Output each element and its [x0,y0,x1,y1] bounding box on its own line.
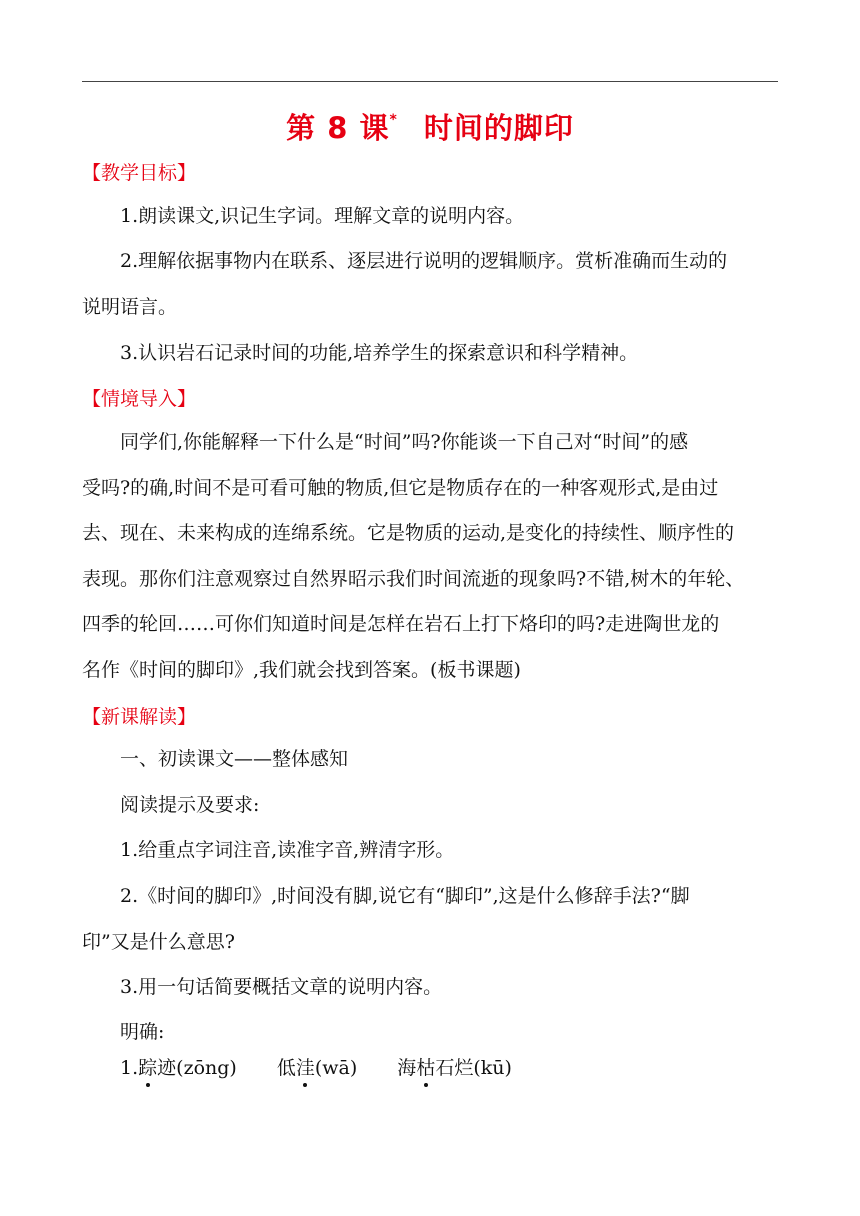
objective-item: 2.理解依据事物内在联系、逐层进行说明的逻辑顺序。赏析准确而生动的 [120,250,728,272]
header-rule [82,81,778,82]
lesson-name: 时间的脚印 [423,111,574,145]
lesson-number: 第 8 课 [286,111,390,145]
vocab-prefix: 1. [120,1057,139,1079]
section-heading-intro: 【情境导入】 [82,388,197,410]
vocab-emphasized-char: 踪 [138,1057,158,1079]
objective-item: 3.认识岩石记录时间的功能,培养学生的探索意识和科学精神。 [120,342,639,364]
vocab-text: 迹(zōng) [157,1057,237,1079]
objective-item: 1.朗读课文,识记生字词。理解文章的说明内容。 [120,205,525,227]
intro-paragraph-line: 名作《时间的脚印》,我们就会找到答案。(板书课题) [82,659,521,681]
lesson-title [0,106,860,147]
intro-paragraph-line: 同学们,你能解释一下什么是“时间”吗?你能谈一下自己对“时间”的感 [120,431,689,453]
vocab-text: 低 [276,1057,296,1079]
vocab-text: 石烂(kū) [435,1057,512,1079]
vocab-line [120,1056,820,1080]
vocab-text: 海 [397,1057,417,1079]
reading-task: 3.用一句话简要概括文章的说明内容。 [120,976,443,998]
objective-item-continuation: 说明语言。 [82,296,178,318]
intro-paragraph-line: 去、现在、未来构成的连绵系统。它是物质的运动,是变化的持续性、顺序性的 [82,522,735,544]
reading-step-heading: 一、初读课文——整体感知 [120,748,349,770]
vocab-emphasized-char: 枯 [416,1057,436,1079]
reading-task: 1.给重点字词注音,读准字音,辨清字形。 [120,839,455,861]
intro-paragraph-line: 受吗?的确,时间不是可看可触的物质,但它是物质存在的一种客观形式,是由过 [82,477,719,499]
optional-lesson-mark: * [389,112,398,128]
reading-instructions-label: 阅读提示及要求: [120,794,260,816]
intro-paragraph-line: 四季的轮回……可你们知道时间是怎样在岩石上打下烙印的吗?走进陶世龙的 [82,613,720,635]
vocab-emphasized-char: 洼 [295,1057,315,1079]
section-heading-reading: 【新课解读】 [82,706,197,728]
reading-task: 2.《时间的脚印》,时间没有脚,说它有“脚印”,这是什么修辞手法?“脚 [120,885,690,907]
reading-task-continuation: 印”又是什么意思? [82,931,235,953]
vocab-text: (wā) [314,1057,358,1079]
answer-label: 明确: [120,1021,165,1043]
section-heading-objectives: 【教学目标】 [82,162,197,184]
intro-paragraph-line: 表现。那你们注意观察过自然界昭示我们时间流逝的现象吗?不错,树木的年轮、 [82,568,745,590]
